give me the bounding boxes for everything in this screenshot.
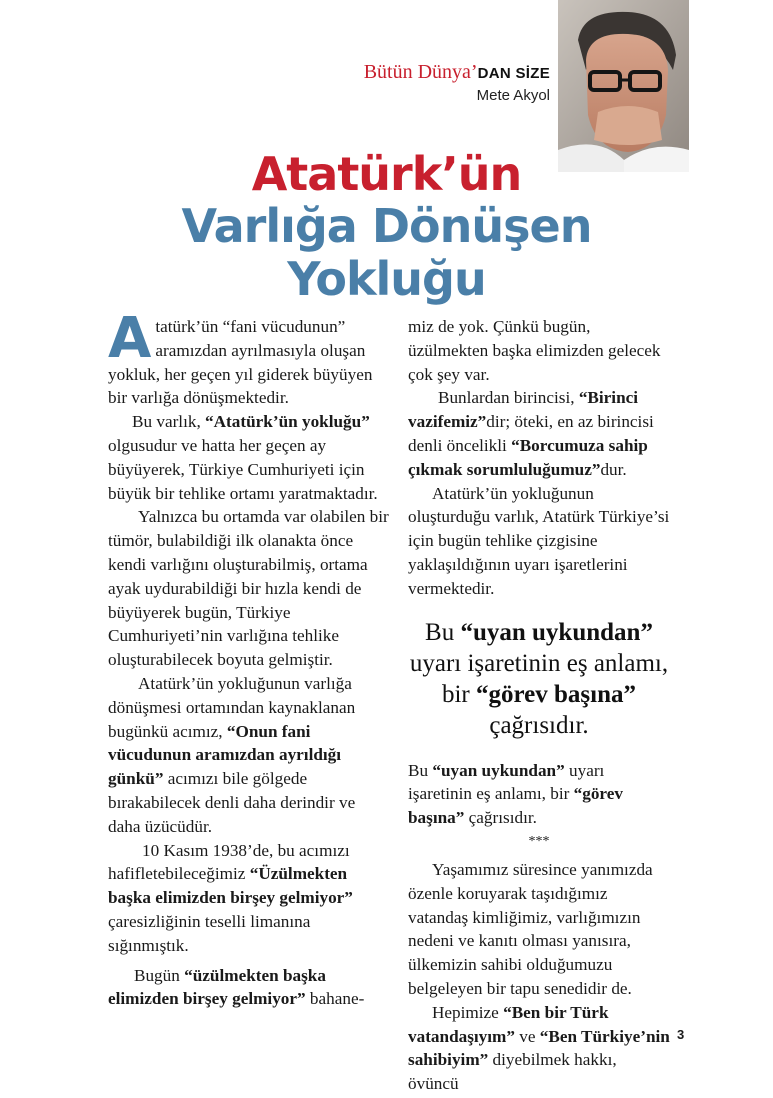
pull-quote-text: çağrısıdır. xyxy=(489,711,589,739)
paragraph xyxy=(108,410,390,505)
paragraph-text: çaresizliğinin teselli limanına sığınmıştık. xyxy=(108,911,311,955)
paragraph-text: Bu xyxy=(408,760,433,780)
author-portrait-image xyxy=(558,0,689,172)
paragraph xyxy=(408,1001,670,1096)
paragraph-text: Bu varlık, xyxy=(132,412,206,432)
pull-quote-text: Bu xyxy=(425,618,461,646)
paragraph-text: çağrısıdır. xyxy=(464,808,537,828)
paragraph: Yalnızca bu ortamda var olabilen bir tümör, bulabildiği ilk olanakta önce kendi varlığını oluşturabilmiş, ortama ayak uydurabildiği bir hızla kendi de büyüyerek bugün, Türkiye Cumhuriyeti’nin varlığına tehlike oluşturabilecek boyuta gelmiştir. xyxy=(108,507,389,670)
bold-phrase: “Borcumuza sahip çıkmak sorumluluğumuz” xyxy=(408,435,648,479)
paragraph xyxy=(108,964,390,1012)
column-name-script: Bütün Dünya’ xyxy=(363,61,478,83)
paragraph: miz de yok. Çünkü bugün, üzülmekten başka elimizden gelecek çok şey var. xyxy=(408,317,661,384)
bold-phrase: “Üzülmekten başka elimizden birşey gelmiyor” xyxy=(108,864,353,908)
column-name-caps: DAN SİZE xyxy=(477,65,550,82)
paragraph-text: olgusudur ve hatta her geçen ay büyüyerek, Türkiye Cumhuriyeti için büyük bir tehlike ortamı yaratmaktadır. xyxy=(108,435,378,503)
bold-phrase: “Birinci vazifemiz” xyxy=(408,388,639,432)
right-column xyxy=(408,315,670,1096)
paragraph-text: Bunlardan birincisi, xyxy=(438,388,579,408)
paragraph xyxy=(108,672,390,839)
paragraph-text: tatürk’ün “fani vücudunun” aramızdan ayrılmasıyla oluşan yokluk, her geçen yıl giderek büyüyen bir varlığa dönüşmektedir. xyxy=(108,317,373,408)
pull-quote-text: uyarı işaretinin eş anlamı, bir xyxy=(409,649,669,708)
title-line-1: Atatürk’ün xyxy=(251,147,522,201)
bold-phrase: “üzülmekten başka elimizden birşey gelmiyor” xyxy=(108,965,326,1009)
paragraph: Yaşamımız süresince yanımızda özenle koruyarak taşıdığımız vatandaş kimliğimiz, varlığımızın nedeni ve kanıtı olması yanısıra, ülkemizin sahibi olduğumuzu belgeleyen bir tapu senedidir de. xyxy=(408,859,653,998)
paragraph xyxy=(408,759,670,830)
bold-phrase: “Atatürk’ün yokluğu” xyxy=(205,412,370,432)
paragraph: Atatürk’ün yokluğunun oluşturduğu varlık, Atatürk Türkiye’si için bugün tehlike çizgisine yaklaşıldığının uyarı işaretlerini vermektedir. xyxy=(408,483,670,598)
column-name xyxy=(300,60,550,86)
paragraph xyxy=(108,839,390,958)
paragraph xyxy=(408,386,670,481)
bold-phrase: “görev başına” xyxy=(408,784,623,828)
bold-phrase: “Ben bir Türk vatandaşıyım” xyxy=(408,1002,609,1046)
bold-phrase: “Ben Türkiye’nin sahibiyim” xyxy=(408,1026,670,1070)
bold-phrase: “Onun fani vücudunun aramızdan ayrıldığı günkü” xyxy=(108,721,342,789)
article-title xyxy=(0,148,773,306)
drop-cap: A xyxy=(108,306,152,371)
paragraph-text: dur. xyxy=(600,459,627,479)
page-number: 3 xyxy=(677,1027,685,1042)
bold-phrase: “uyan uykundan” xyxy=(432,760,565,780)
bold-phrase: “görev başına” xyxy=(476,680,636,708)
title-line-3: Yokluğu xyxy=(287,252,486,306)
column-header xyxy=(300,60,550,106)
paragraph-text: Hepimize xyxy=(432,1002,504,1022)
paragraph-text: ve xyxy=(514,1026,540,1046)
left-column xyxy=(108,306,390,1011)
paragraph-text: diyebilmek hakkı, övüncü xyxy=(408,1050,617,1094)
paragraph-text: acımızı bile gölgede bırakabilecek denli daha derindir ve daha üzücüdür. xyxy=(108,769,356,836)
paragraph-text: bahane- xyxy=(305,989,365,1009)
author-name: Mete Akyol xyxy=(476,87,550,104)
section-separator: *** xyxy=(528,833,550,849)
paragraph-text: 10 Kasım 1938’de, bu acımızı hafifletebileceğimiz xyxy=(108,840,350,884)
paragraph-text: Bugün xyxy=(134,965,185,985)
title-line-2: Varlığa Dönüşen xyxy=(181,199,592,253)
pull-quote xyxy=(408,617,670,741)
paragraph-text: Atatürk’ün yokluğunun varlığa dönüşmesi ortamından kaynaklanan bugünkü acımız, xyxy=(108,673,356,741)
paragraph xyxy=(108,306,390,410)
paragraph-text: uyarı işaretinin eş anlamı, bir xyxy=(408,760,605,804)
author-photo xyxy=(558,0,689,172)
bold-phrase: “uyan uykundan” xyxy=(460,618,653,646)
paragraph-text: dir; öteki, en az birincisi denli öncelikli xyxy=(408,412,654,455)
